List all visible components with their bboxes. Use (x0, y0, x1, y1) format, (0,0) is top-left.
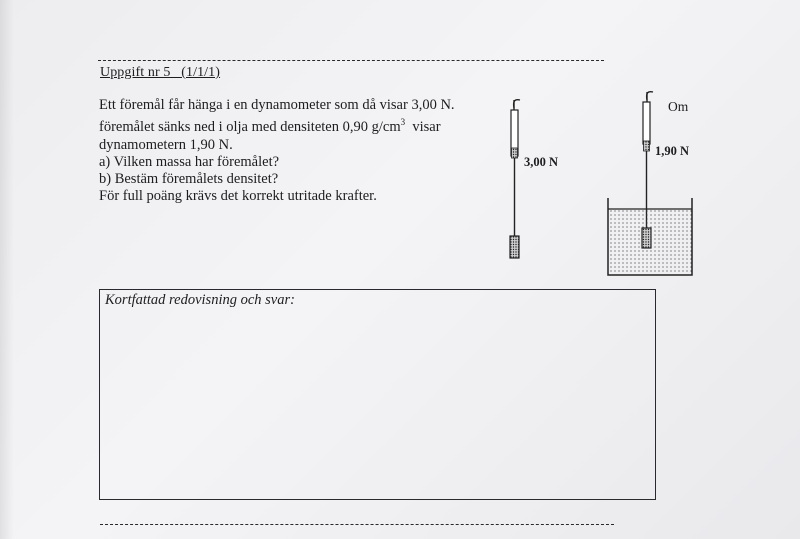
left-weight (510, 236, 519, 258)
oil-container (608, 198, 692, 275)
right-spring-housing (643, 102, 650, 144)
left-dynamometer (510, 100, 520, 258)
question-b: b) Bestäm föremålets densitet? (99, 171, 279, 188)
task-heading: Uppgift nr 5 (1/1/1) (100, 65, 221, 80)
om-caption: Om (668, 99, 689, 114)
problem-text (99, 97, 499, 206)
left-scale (512, 148, 518, 158)
left-reading-label: 3,00 N (524, 155, 559, 169)
dynamometer-figure (490, 86, 710, 286)
problem-line-2-main: föremålet sänks ned i olja med densiteten 0,90 g/cm (99, 119, 401, 136)
right-dynamometer (643, 92, 653, 228)
problem-line-2 (99, 119, 499, 136)
instruction-line: För full poäng krävs det korrekt utritade krafter. (99, 188, 377, 205)
top-dashed-separator (98, 60, 604, 61)
answer-box[interactable] (99, 289, 656, 500)
bottom-dashed-separator (100, 524, 614, 525)
dynamometer-drawing (490, 86, 710, 286)
page-edge-shadow (0, 0, 14, 539)
right-scale (644, 141, 650, 151)
question-a: a) Vilken massa har föremålet? (99, 153, 280, 170)
problem-line-1: Ett föremål får hänga i en dynamometer som då visar 3,00 N. (99, 97, 455, 113)
problem-line-3: dynamometern 1,90 N. (99, 136, 233, 153)
unit-exponent: 3 (400, 117, 406, 128)
answer-label: Kortfattad redovisning och svar: (105, 292, 295, 308)
submerged-weight (642, 228, 651, 248)
right-reading-label: 1,90 N (655, 144, 690, 158)
problem-line-2-end: visar (412, 119, 441, 136)
